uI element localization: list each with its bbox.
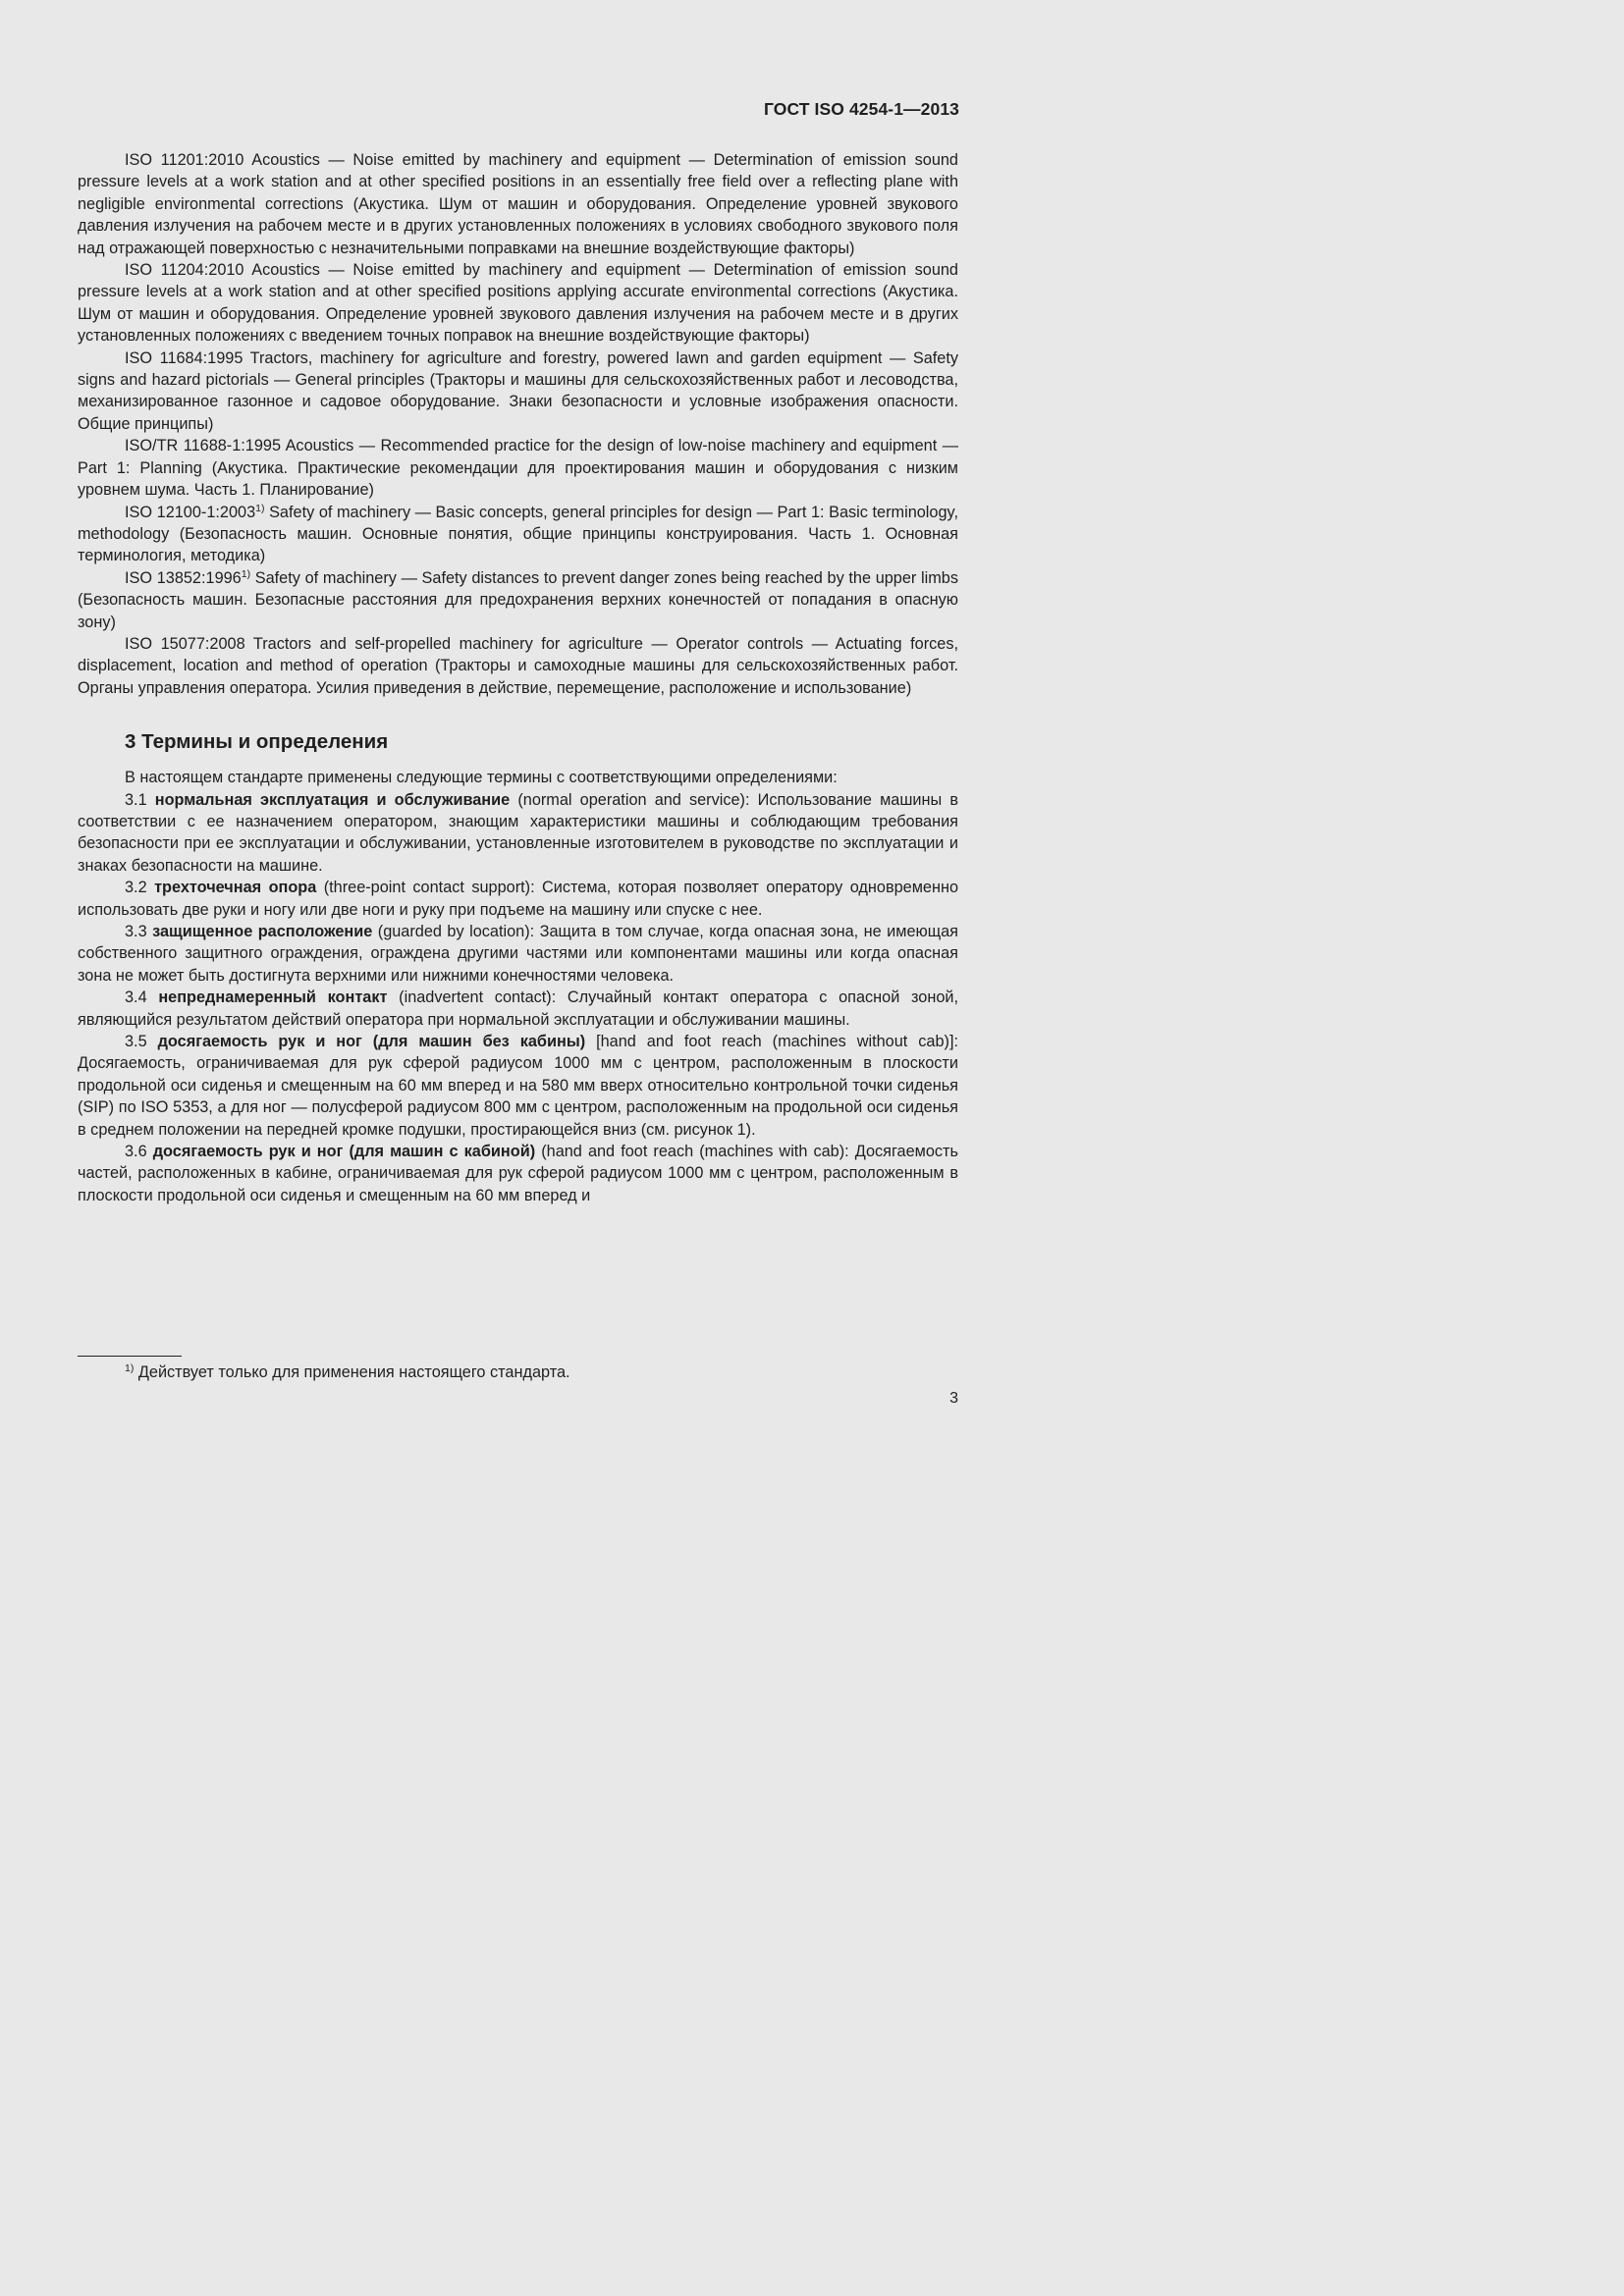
- reference-code: ISO 13852:1996: [125, 568, 242, 587]
- term-3-3: [78, 921, 958, 987]
- footnote-separator: [78, 1356, 182, 1357]
- term-definition: (guarded by location): Защита в том случае, когда опасная зона, не имеющая собственного защитного ограждения, ограждена другими частями или компонентами машины или когда опасная зона не может быть достигнута верхними или нижними конечностями человека.: [78, 923, 958, 985]
- term-definition: (inadvertent contact): Случайный контакт оператора с опасной зоной, являющийся результатом действий оператора при нормальной эксплуатации и обслуживании машины.: [78, 988, 958, 1029]
- reference-iso-12100-1: [78, 502, 958, 567]
- term-3-2: [78, 877, 958, 921]
- footnote-marker: 1): [241, 567, 251, 580]
- reference-iso-11201: ISO 11201:2010 Acoustics — Noise emitted by machinery and equipment — Determination of emission sound pressure levels at a work station and at other specified positions in an essentially free field over a reflecting plane with negligible environmental corrections (Акустика. Шум от машин и оборудования. Определение уровней звукового давления излучения на рабочем месте и в других установленных положениях в условиях свободного звукового поля над отражающей поверхностью с незначительными поправками на внешние воздействующие факторы): [78, 151, 958, 257]
- term-3-5: [78, 1031, 958, 1141]
- term-name: нормальная эксплуатация и обслуживание: [154, 790, 511, 809]
- section-heading: 3 Термины и определения: [125, 730, 389, 754]
- term-number: 3.3: [125, 923, 153, 940]
- term-number: 3.6: [125, 1143, 153, 1161]
- reference-iso-11204: ISO 11204:2010 Acoustics — Noise emitted by machinery and equipment — Determination of emission sound pressure levels at a work station and at other specified positions applying accurate environmental corrections (Акустика. Шум от машин и оборудования. Определение уровней звукового давления излучения на рабочем месте и в других установленных положениях с введением точных поправок на внешние воздействующие факторы): [78, 261, 958, 346]
- reference-iso-13852: [78, 567, 958, 633]
- page-body: [78, 149, 958, 1206]
- reference-title: Safety of machinery — Basic concepts, general principles for design — Part 1: Basic terminology, methodology (Безопасность машин. Основные понятия, общие принципы конструирования. Часть 1. Основная терминология, методика): [78, 503, 958, 565]
- reference-iso-15077: ISO 15077:2008 Tractors and self-propelled machinery for agriculture — Operator controls — Actuating forces, displacement, location and method of operation (Тракторы и самоходные машины для сельскохозяйственных работ. Органы управления оператора. Усилия приведения в действие, перемещение, расположение и использование): [78, 634, 958, 697]
- page-number: 3: [949, 1390, 958, 1407]
- document-header-id: ГОСТ ISO 4254-1—2013: [764, 99, 959, 119]
- reference-title: Safety of machinery — Safety distances to prevent danger zones being reached by the upper limbs (Безопасность машин. Безопасные расстояния для предохранения верхних конечностей от попадания в опасную зону): [78, 568, 958, 631]
- footnote-marker: 1): [255, 502, 265, 514]
- term-name: непреднамеренный контакт: [158, 988, 388, 1007]
- footnote-text: Действует только для применения настоящего стандарта.: [134, 1363, 570, 1381]
- term-name: трехточечная опора: [154, 879, 317, 897]
- term-name: защищенное расположение: [152, 923, 373, 940]
- section-intro: В настоящем стандарте применены следующие термины с соответствующими определениями:: [125, 769, 838, 787]
- term-number: 3.1: [125, 790, 155, 809]
- term-name: досягаемость рук и ног (для машин с кабиной): [152, 1143, 536, 1161]
- term-definition: (normal operation and service): Использование машины в соответствии с ее назначением оператором, знающим характеристики машины и соблюдающим требования безопасности при ее эксплуатации и обслуживании, установленные изготовителем в руководстве по эксплуатации и знаках безопасности на машине.: [78, 790, 958, 875]
- reference-iso-11684: ISO 11684:1995 Tractors, machinery for agriculture and forestry, powered lawn and garden equipment — Safety signs and hazard pictorials — General principles (Тракторы и машины для сельскохозяйственных работ и лесоводства, механизированное газонное и садовое оборудование. Знаки безопасности и условные изображения опасности. Общие принципы): [78, 348, 958, 433]
- term-number: 3.5: [125, 1033, 158, 1051]
- term-definition: (hand and foot reach (machines with cab): Досягаемость частей, расположенных в кабине, ограничиваемая для рук сферой радиусом 1000 мм с центром, расположенным в плоскости продольной оси сиденья и смещенным на 60 мм вперед и: [78, 1143, 958, 1204]
- term-definition: (three-point contact support): Система, которая позволяет оператору одновременно использовать две руки и ногу или две ноги и руку при подъеме на машину или спуске с нее.: [78, 879, 958, 919]
- term-number: 3.4: [125, 988, 159, 1007]
- footnote: [125, 1362, 570, 1383]
- reference-code: ISO 12100-1:2003: [125, 503, 256, 521]
- term-name: досягаемость рук и ног (для машин без кабины): [157, 1033, 586, 1051]
- reference-iso-tr-11688-1: ISO/TR 11688-1:1995 Acoustics — Recommended practice for the design of low-noise machinery and equipment — Part 1: Planning (Акустика. Практические рекомендации для проектирования машин и оборудования с низким уровнем шума. Часть 1. Планирование): [78, 437, 958, 500]
- term-number: 3.2: [125, 879, 155, 897]
- term-3-4: [78, 987, 958, 1031]
- term-3-1: [78, 789, 958, 878]
- footnote-marker: 1): [125, 1362, 135, 1374]
- term-definition: [hand and foot reach (machines without cab)]: Досягаемость, ограничиваемая для рук сферой радиусом 1000 мм с центром, расположенным в плоскости продольной оси сиденья и смещенным на 60 мм вперед и на 580 мм вверх относительно контрольной точки сиденья (SIP) по ISO 5353, а для ног — полусферой радиусом 800 мм с центром, расположенным на продольной оси сиденья в среднем положении на передней кромке подушки, простирающейся вниз (см. рисунок 1).: [78, 1033, 958, 1139]
- term-3-6: [78, 1141, 958, 1206]
